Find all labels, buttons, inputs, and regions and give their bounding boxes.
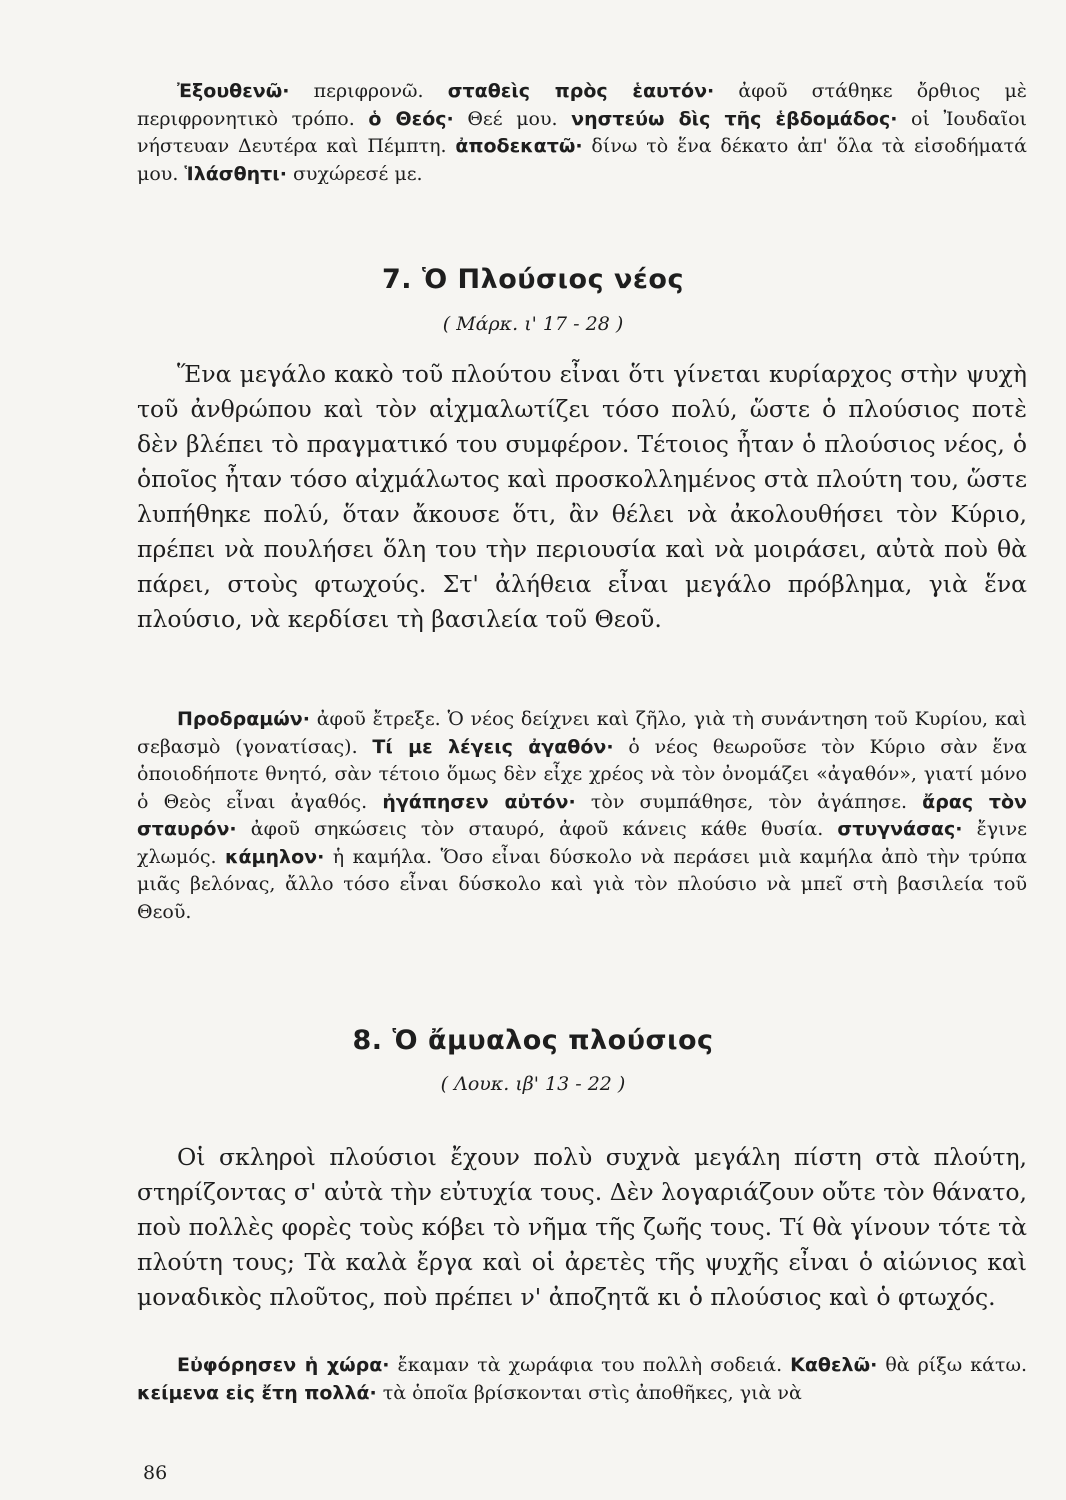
note-7-term: Τί με λέγεις ἀγαθόν· bbox=[372, 735, 614, 758]
note-top-term: ὁ Θεός· bbox=[368, 107, 454, 130]
note-7-definition: ἀφοῦ σηκώσεις τὸν σταυρό, ἀφοῦ κάνεις κάθε θυσία. bbox=[236, 818, 838, 840]
glossary-notes-section-8 bbox=[137, 1352, 1027, 1407]
note-7-term: Προδραμών· bbox=[177, 708, 310, 730]
note-top-definition: οἱ Ἰουδαῖοι νήστευαν Δευτέρα καὶ Πέμπτη. bbox=[137, 107, 1027, 157]
note-7-term: ἠγάπησεν αὐτόν· bbox=[382, 790, 576, 813]
note-7-definition: ἀφοῦ ἔτρεξε. Ὁ νέος δείχνει καὶ ζῆλο, γιὰ τὴ συνάντηση τοῦ Κυρίου, καὶ σεβασμὸ (γονατίσας). bbox=[137, 708, 1027, 758]
note-8-term: Καθελῶ· bbox=[790, 1354, 878, 1376]
note-top-definition: Θεέ μου. bbox=[453, 107, 572, 130]
note-8-definition: θὰ ρίξω κάτω. bbox=[877, 1354, 1027, 1376]
note-7-definition: ἔγινε χλωμός. bbox=[137, 818, 1027, 868]
section-7-paragraph bbox=[137, 357, 1027, 637]
note-7-term: στυγνάσας· bbox=[837, 818, 963, 840]
note-top-definition: δίνω τὸ ἕνα δέκατο ἀπ' ὅλα τὰ εἰσοδήματά μου. bbox=[137, 135, 1027, 185]
section-8-reference: ( Λουκ. ιβ' 13 - 22 ) bbox=[440, 1073, 626, 1095]
note-top-term: Ἱλάσθητι· bbox=[184, 162, 287, 185]
glossary-notes-top bbox=[137, 78, 1027, 188]
note-top-term: νηστεύω δὶς τῆς ἑβδομάδος· bbox=[571, 107, 898, 130]
page-number: 86 bbox=[143, 1462, 168, 1484]
note-8-definition: τὰ ὁποῖα βρίσκονται στὶς ἀποθῆκες, γιὰ νὰ bbox=[376, 1381, 802, 1404]
note-top-term: ἀποδεκατῶ· bbox=[455, 135, 583, 157]
glossary-notes-section-7 bbox=[137, 706, 1027, 926]
section-7-reference: ( Μάρκ. ι' 17 - 28 ) bbox=[442, 313, 624, 335]
note-top-definition: συχώρεσέ με. bbox=[286, 162, 423, 185]
note-8-definition: ἔκαμαν τὰ χωράφια του πολλὴ σοδειά. bbox=[389, 1354, 791, 1376]
note-7-definition: ἡ καμήλα. Ὅσο εἶναι δύσκολο νὰ περάσει μιὰ καμήλα ἀπὸ τὴν τρύπα μιᾶς βελόνας, ἄλλο τόσο εἶναι δύσκολο καὶ γιὰ τὸν πλούσιο νὰ μπεῖ στὴ βασιλεία τοῦ Θεοῦ. bbox=[137, 845, 1027, 923]
note-top-term: σταθεὶς πρὸς ἑαυτόν· bbox=[447, 80, 715, 102]
section-7-heading: 7. Ὁ Πλούσιος νέος bbox=[382, 264, 684, 295]
note-8-term: Εὐφόρησεν ἡ χώρα· bbox=[177, 1354, 390, 1376]
section-8-paragraph bbox=[137, 1140, 1027, 1315]
note-top-definition: περιφρονῶ. bbox=[289, 80, 448, 102]
note-7-definition: τὸν συμπάθησε, τὸν ἀγάπησε. bbox=[575, 790, 923, 813]
note-7-term: ἄρας τὸν σταυρόν· bbox=[137, 790, 1027, 840]
note-8-term: κείμενα εἰς ἔτη πολλά· bbox=[137, 1381, 377, 1404]
section-7-paragraph-text: Ἕνα μεγάλο κακὸ τοῦ πλούτου εἶναι ὅτι γίνεται κυρίαρχος στὴν ψυχὴ τοῦ ἀνθρώπου καὶ τὸν αἰχμαλωτίζει τόσο πολύ, ὥστε ὁ πλούσιος ποτὲ δὲν βλέπει τὸ πραγματικό του συμφέρον. Τέτοιος ἦταν ὁ πλούσιος νέος, ὁ ὁποῖος ἦταν τόσο αἰχμάλωτος καὶ προσκολλημένος στὰ πλούτη του, ὥστε λυπήθηκε πολύ, ὅταν ἄκουσε ὅτι, ἂν θέλει νὰ ἀκολουθήσει τὸν Κύριο, πρέπει νὰ πουλήσει ὅλη του τὴν περιουσία καὶ νὰ μοιράσει, αὐτὰ ποὺ θὰ πάρει, στοὺς φτωχούς. Στ' ἀλήθεια εἶναι μεγάλο πρόβλημα, γιὰ ἕνα πλούσιο, νὰ κερδίσει τὴ βασιλεία τοῦ Θεοῦ. bbox=[137, 360, 1027, 633]
section-8-heading: 8. Ὁ ἄμυαλος πλούσιος bbox=[352, 1025, 714, 1056]
note-7-term: κάμηλον· bbox=[225, 845, 325, 868]
note-7-definition: ὁ νέος θεωροῦσε τὸν Κύριο σὰν ἕνα ὁποιοδήποτε θνητό, σὰν τέτοιο ὅμως δὲν εἶχε χρέος νὰ τὸν ὀνομάζει «ἀγαθόν», γιατί μόνο ὁ Θεὸς εἶναι ἀγαθός. bbox=[137, 735, 1027, 813]
note-top-definition: ἀφοῦ στάθηκε ὄρθιος μὲ περιφρονητικὸ τρόπο. bbox=[137, 80, 1027, 130]
section-8-paragraph-text: Οἱ σκληροὶ πλούσιοι ἔχουν πολὺ συχνὰ μεγάλη πίστη στὰ πλούτη, στηρίζοντας σ' αὐτὰ τὴν εὐτυχία τους. Δὲν λογαριάζουν οὔτε τὸν θάνατο, ποὺ πολλὲς φορὲς τοὺς κόβει τὸ νῆμα τῆς ζωῆς τους. Τί θὰ γίνουν τότε τὰ πλούτη τους; Τὰ καλὰ ἔργα καὶ οἱ ἀρετὲς τῆς ψυχῆς εἶναι ὁ αἰώνιος καὶ μοναδικὸς πλοῦτος, ποὺ πρέπει ν' ἀποζητᾶ κι ὁ πλούσιος καὶ ὁ φτωχός. bbox=[137, 1143, 1027, 1311]
note-top-term: Ἐξουθενῶ· bbox=[177, 80, 290, 102]
